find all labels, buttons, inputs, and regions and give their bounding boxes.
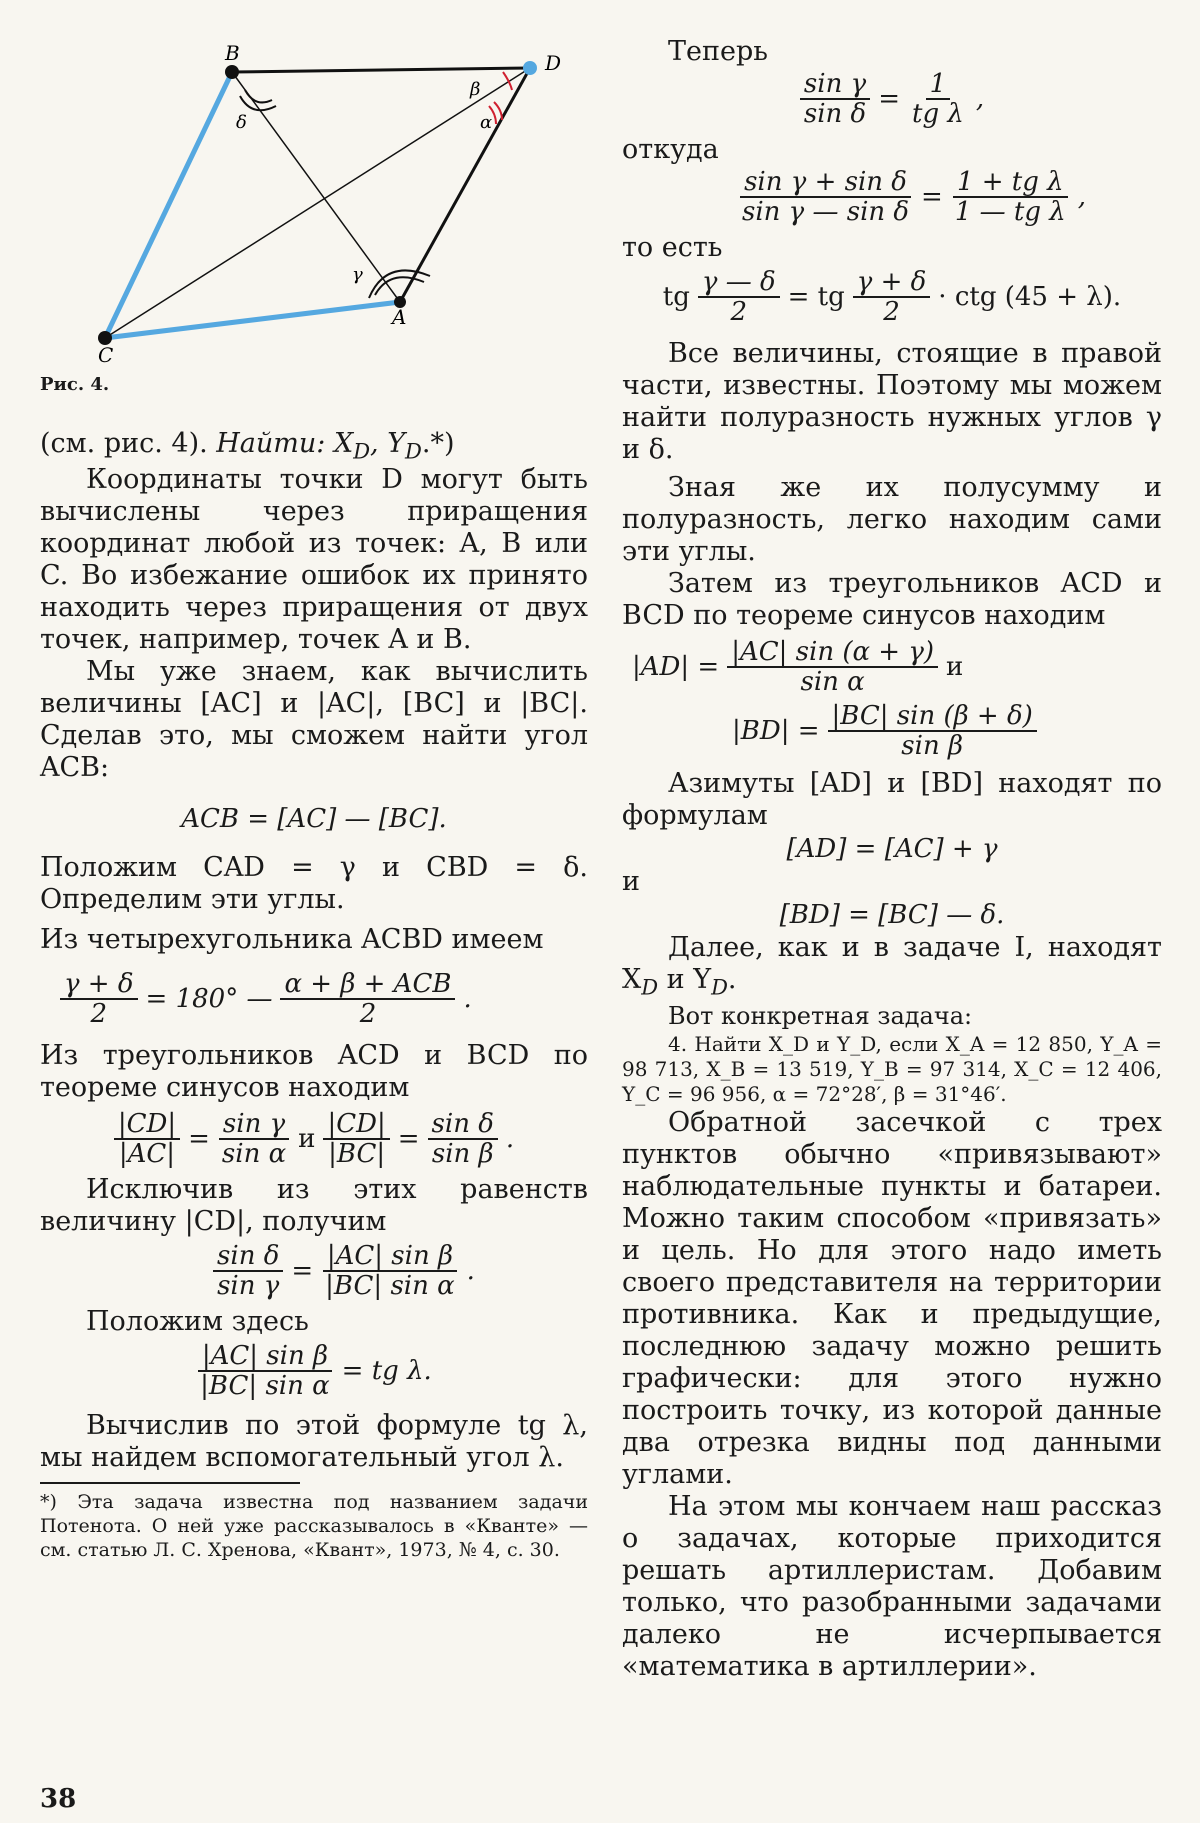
footnote: *) Эта задача известна под названием задачи Потенота. О ней уже рассказывалось в «Кванте» — см. статью Л. С. Хренова, «Квант», 1973, № 4, с. 30. [40,1491,588,1562]
paragraph-coordinates: Координаты точки D могут быть вычислены через приращения координат любой из точек: A, B или C. Во избежание ошибок их принято находить через приращения от двух точек, например, точек A и B. [40,464,588,656]
paragraph-knowing: Зная же их полусумму и полуразность, легко находим сами эти углы. [622,472,1162,567]
angle-delta-label: δ [236,112,247,133]
formula-azimuth-ad: [AD] = [AC] + γ [786,834,998,864]
point-a-label: A [392,305,407,329]
formula-ad: |AD| = $\frac{|AC| \sin (\alpha + \gamma)}{\text{sin α}}$ и [632,637,964,697]
angle-gamma-label: γ [352,264,363,285]
formula-bd: |BD| = $\frac{|BC| \sin (\beta + \delta)}{\text{sin β}}$ [732,702,1162,760]
paragraph-known: Мы уже знаем, как вычислить величины [AC] и |AC|, [BC] и |BC|. Сделав это, мы сможем найти угол ACB: [40,656,588,784]
point-b-label: B [225,41,240,65]
paragraph-and: и [622,866,640,897]
angle-beta-label: β [470,79,481,100]
paragraph-compute: Вычислив по этой формуле tg λ, мы найдем вспомогательный угол λ. [40,1410,588,1474]
right-column [622,36,1162,1683]
paragraph-set: Положим здесь [86,1306,309,1338]
footnote-rule [40,1482,300,1484]
page-number: 38 [40,1784,77,1814]
paragraph-further: Далее, как и в задаче I, находят $X_D$ и $Y_D$. [622,932,1162,1000]
formula-acb: ACB = [AC] — [BC]. [181,804,447,835]
formula-sin-ratio: $\frac{\text{sin γ}}{\text{sin δ}}$ = $\frac{1}{\text{tg λ}}$ , [622,70,1162,128]
formula-tg-lambda: $\frac{\text{|AC| sin β}}{\text{|BC| sin α}}$ = tg λ. [40,1342,588,1400]
paragraph-resection: Обратной засечкой с трех пунктов обычно «привязывают» наблюдательные пункты и батареи. Можно таким способом «привязать» и цель. Но для этого надо иметь своего представителя на территории противника. Как и предыдущие, последнюю задачу можно решить графически: для этого нужно построить точку, из которой данные два отрезка видны под данными углами. [622,1107,1162,1491]
formula-tangent: tg $\frac{\gamma — \delta}{2}$ = tg $\frac{\gamma + \delta}{2}$ · ctg (45 + λ). [662,267,1122,327]
formula-azimuth-bd: [BD] = [BC] — δ. [779,900,1005,930]
paragraph-find: (см. рис. 4). Найти: $X_D$, $Y_D.*$) [40,428,455,464]
figure-caption: Рис. 4. [40,374,110,395]
formula-ratio: $\frac{\text{sin δ}}{\text{sin γ}}$ = $\frac{\text{|AC| sin β}}{\text{|BC| sin α}}$ . [100,1242,588,1300]
point-c-label: C [98,343,114,367]
paragraph-conclusion: На этом мы кончаем наш рассказ о задачах, которые приходится решать артиллеристам. Добавим только, что разобранными задачами далеко не исчерпывается «математика в артиллерии». [622,1491,1162,1683]
formula-half-sum: $\frac{\gamma + \delta}{2}$ = 180° — $\frac{\text{α + β + ACB}}{2}$ . [60,970,588,1028]
paragraph-quad: Из четырехугольника ACBD имеем [40,924,544,956]
paragraph-that-is: то есть [622,232,723,263]
task-4: 4. Найти X_D и Y_D, если X_A = 12 850, Y_A = 98 713, X_B = 13 519, Y_B = 97 314, X_C = 12 406, Y_C = 96 956, α = 72°28′, β = 31°46′. [622,1032,1162,1107]
paragraph-triangles: Из треугольников ACD и BCD по теореме синусов находим [40,1040,588,1104]
paragraph-exclude: Исключив из этих равенств величину |CD|, получим [40,1174,588,1238]
paragraph-concrete: Вот конкретная задача: [668,1002,973,1031]
point-d-label: D [545,51,562,75]
paragraph-then: Затем из треугольников ACD и BCD по теореме синусов находим [622,568,1162,631]
paragraph-all-known: Все величины, стоящие в правой части, известны. Поэтому мы можем найти полуразность нужных углов γ и δ. [622,338,1162,465]
formula-sine-law: $\frac{|CD|}{|AC|}$ = $\frac{\text{sin γ}}{\text{sin α}}$ и $\frac{|CD|}{|BC|}$ = $\frac{\text{sin δ}}{\text{sin β}}$ . [40,1110,588,1168]
paragraph-azimuths: Азимуты [AD] и [BD] находят по формулам [622,768,1162,831]
formula-sum-diff: $\frac{\text{sin γ + sin δ}}{\text{sin γ — sin δ}}$ = $\frac{\text{1 + tg λ}}{\text{1 — tg λ}}$ , [741,167,1087,227]
paragraph-whence: откуда [622,134,719,165]
paragraph-now: Теперь [668,36,768,67]
paragraph-let: Положим CAD = γ и CBD = δ. Определим эти углы. [40,852,588,916]
angle-alpha-label: α [480,112,493,133]
figure-4 [40,40,588,410]
